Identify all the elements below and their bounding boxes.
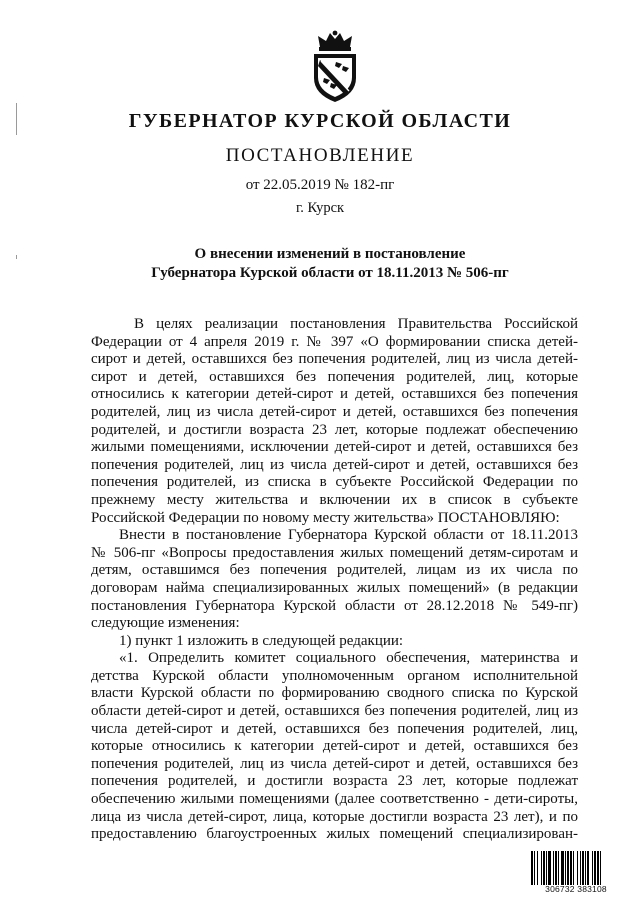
barcode-number: 306732 383108 [545, 884, 607, 894]
document-city: г. Курск [295, 200, 345, 216]
body-line: постановления Губернатора Курской области от 28.12.2018 № 549-пг) [91, 597, 578, 614]
body-line: попечения родителей, и достигли возраста 23 лет, которые подлежат [91, 773, 578, 790]
body-line: родителей, и достигли возраста 23 лет, которые подлежат обеспечению [91, 421, 578, 438]
barcode-bars [530, 851, 622, 885]
body-line: попечения родителей, лиц из числа детей-сирот и детей, оставшихся без [91, 755, 578, 772]
body-line: детям, оставшимся без попечения родителей, лицам из их числа по [91, 562, 578, 579]
body-line: попечения родителей, из списка в субъекте Российской Федерации по [91, 474, 578, 491]
body-line: власти Курской области по формированию сводного списка по Курской [91, 685, 578, 702]
document-heading [0, 245, 640, 283]
heading-line: Губернатора Курской области от 18.11.2013 № 506-пг [151, 265, 509, 281]
body-line: сирот и детей, оставшихся без попечения родителей, лиц из числа детей- [91, 351, 578, 368]
body-line: Федерации от 4 апреля 2019 г. № 397 «О формировании списка детей- [91, 333, 578, 350]
body-line: Внести в постановление Губернатора Курской области от 18.11.2013 [119, 527, 578, 544]
coat-of-arms-emblem [306, 30, 364, 104]
body-line: № 506-пг «Вопросы предоставления жилых помещений детям-сиротам и [91, 544, 578, 561]
body-line: которые относились к категории детей-сирот и детей, оставшихся без [91, 738, 578, 755]
body-line: жилыми помещениями, исключении детей-сирот и детей, оставшихся без [91, 439, 578, 456]
body-line: детства Курской области уполномоченным органом исполнительной [91, 667, 578, 684]
body-line: обеспечению жилыми помещениями (далее соответственно - дети-сироты, [91, 791, 578, 808]
body-line: прежнему месту жительства и включении их в список в субъекте [91, 491, 578, 508]
document-body [91, 316, 578, 844]
body-line: сирот и детей, оставшихся без попечения родителей, лиц, которые [91, 368, 578, 385]
document-type: ПОСТАНОВЛЕНИЕ [225, 145, 415, 166]
body-line: области детей-сирот и детей, оставшихся без попечения родителей, лиц из [91, 703, 578, 720]
heading-line: О внесении изменений в постановление [194, 246, 466, 262]
body-line: относились к категории детей-сирот и детей, оставшихся без попечения [91, 386, 578, 403]
body-line: В целях реализации постановления Правительства Российской [134, 316, 578, 332]
body-line: предоставлению благоустроенных жилых помещений специализирован- [91, 826, 578, 843]
body-line: числа детей-сирот и детей, оставшихся без попечения родителей, лиц, [91, 720, 578, 737]
body-line: следующие изменения: [91, 615, 240, 632]
body-line: «1. Определить комитет социального обеспечения, материнства и [119, 650, 578, 667]
document-date-number: от 22.05.2019 № 182-пг [245, 177, 395, 193]
body-line: Российской Федерации по новому месту жительства» ПОСТАНОВЛЯЮ: [91, 509, 560, 526]
body-line: попечения родителей, лиц из числа детей-сирот и детей, оставшихся без [91, 456, 578, 473]
body-line: родителей, лиц из числа детей-сирот и детей, оставшихся без попечения [91, 403, 578, 420]
body-line: 1) пункт 1 изложить в следующей редакции: [119, 632, 404, 649]
barcode [530, 851, 622, 895]
page-title: ГУБЕРНАТОР КУРСКОЙ ОБЛАСТИ [128, 110, 512, 132]
body-line: лица из числа детей-сирот, лица, которые достигли возраста 23 лет), и по [91, 808, 578, 825]
body-line: договорам найма специализированных жилых помещений» (в редакции [91, 579, 578, 596]
